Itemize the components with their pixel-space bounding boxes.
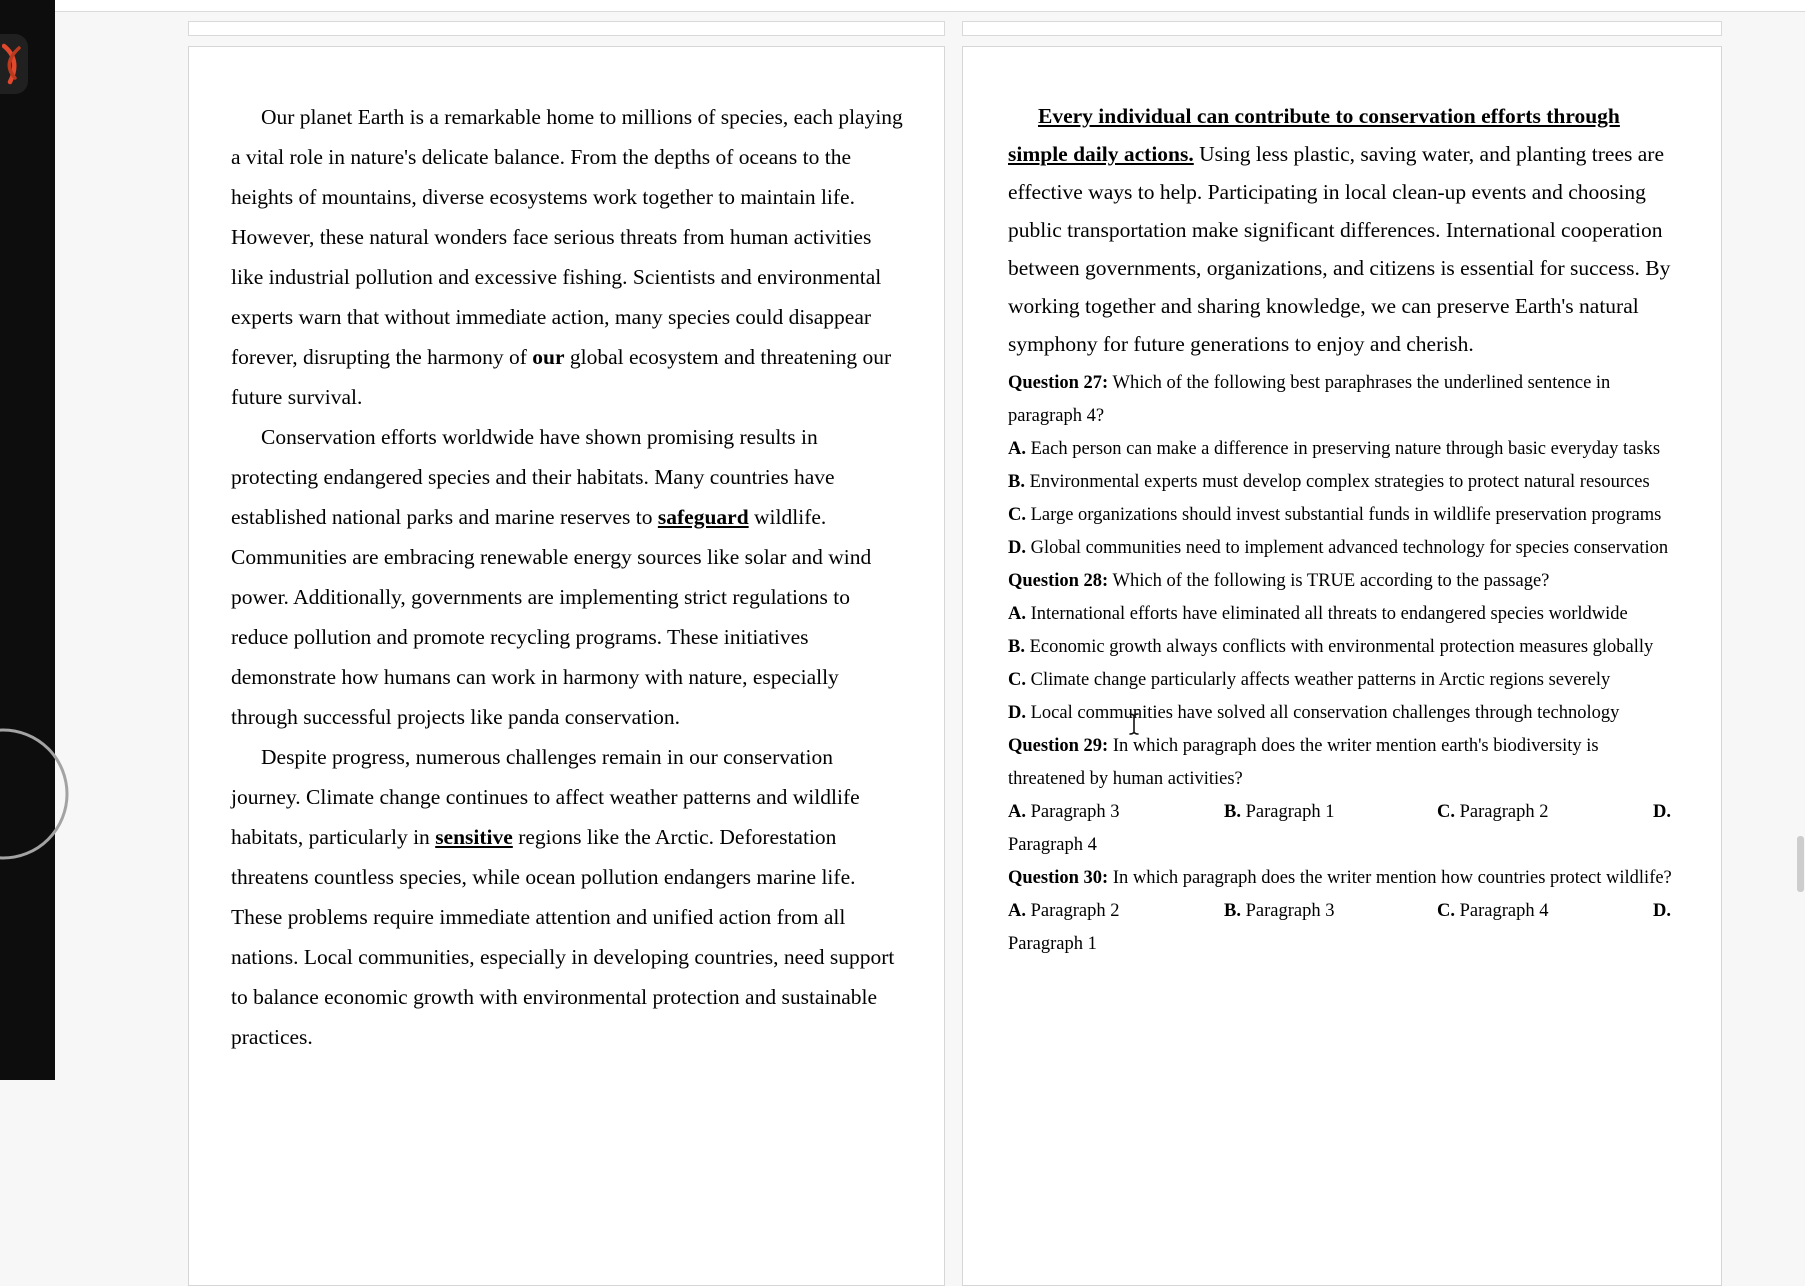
paragraph-4-text: Using less plastic, saving water, and planting trees are effective ways to help. Participating in local clean-up events and choosing public transportation make significant differences. International cooperation between governments, organizations, and citizens is essential for success. By working together and sharing knowledge, we can preserve Earth's natural symphony for future generations to enjoy and cherish. [1008, 142, 1671, 356]
option-text: Large organizations should invest substantial funds in wildlife preservation programs [1026, 505, 1662, 525]
question-29-option-d [1653, 796, 1679, 829]
question-27-option-c [1008, 499, 1679, 532]
paragraph-2-text-cont: wildlife. Communities are embracing renewable energy sources like solar and wind power. Additionally, governments are implementing strict regulations to reduce pollution and promote recycling programs. These initiatives demonstrate how humans can work in harmony with nature, especially through successful projects like panda conservation. [231, 505, 872, 729]
option-text: Each person can make a difference in preserving nature through basic everyday tasks [1026, 439, 1661, 459]
question-27-text: Which of the following best paraphrases the underlined sentence in paragraph 4? [1008, 373, 1611, 426]
paragraph-2-text: Conservation efforts worldwide have shown promising results in protecting endangered species and their habitats. Many countries have established national parks and marine reserves to [231, 425, 835, 529]
paragraph-3-text: Despite progress, numerous challenges remain in our conservation journey. Climate change continues to affect weather patterns and wildlife habitats, particularly in [231, 745, 860, 849]
bold-underlined-word-safeguard: safeguard [657, 505, 749, 529]
option-text: Environmental experts must develop complex strategies to protect natural resources [1024, 472, 1650, 492]
paragraph-1-text: Our planet Earth is a remarkable home to millions of species, each playing a vital role in nature's delicate balance. From the depths of oceans to the heights of mountains, diverse ecosystems work together to maintain life. However, these natural wonders face serious threats from human activities like industrial pollution and excessive fishing. Scientists and environmental experts warn that without immediate action, many species could disappear forever, disrupting the harmony of [231, 105, 903, 369]
option-letter: B. [1224, 802, 1241, 822]
app-logo[interactable] [0, 34, 28, 94]
option-letter: B. [1008, 637, 1025, 657]
top-bar [55, 0, 1805, 12]
document-page-right[interactable] [962, 46, 1722, 1286]
question-29-option-d-wrapped-text: Paragraph 4 [1008, 835, 1097, 855]
logo-mark-icon [2, 42, 26, 86]
passage-paragraph-2 [231, 417, 903, 737]
option-letter: C. [1437, 901, 1455, 921]
option-letter: A. [1008, 901, 1026, 921]
question-29-stem [1008, 730, 1679, 796]
question-27-stem [1008, 367, 1679, 433]
option-text: International efforts have eliminated all threats to endangered species worldwide [1026, 604, 1628, 624]
question-28-stem [1008, 565, 1679, 598]
option-letter: D. [1653, 901, 1671, 921]
question-29-label: Question 29: [1008, 736, 1109, 756]
paragraph-3-text-cont: regions like the Arctic. Deforestation threatens countless species, while ocean pollution endangers marine life. These problems require immediate attention and unified action from all nations. Local communities, especially in developing countries, need support to balance economic growth with environmental protection and sustainable practices. [231, 825, 895, 1049]
question-29-option-c [1437, 796, 1653, 829]
bold-word-our: our [532, 345, 565, 369]
paragraph-1-text-cont: global ecosystem and threatening our future survival. [231, 345, 892, 409]
question-28-text: Which of the following is TRUE according to the passage? [1108, 571, 1550, 591]
question-28-option-d [1008, 697, 1679, 730]
question-28-label: Question 28: [1008, 571, 1109, 591]
question-30-label: Question 30: [1008, 868, 1109, 888]
question-29-text: In which paragraph does the writer mention earth's biodiversity is threatened by human activities? [1008, 736, 1599, 789]
previous-page-edge-right [962, 21, 1722, 36]
question-30-stem [1008, 862, 1679, 895]
option-letter: D. [1008, 538, 1026, 558]
option-text: Paragraph 3 [1240, 901, 1335, 921]
option-text: Paragraph 3 [1026, 802, 1120, 822]
option-letter: C. [1008, 670, 1026, 690]
question-29-option-a [1008, 796, 1224, 829]
app-sidebar [0, 0, 55, 1080]
vertical-scrollbar-thumb[interactable] [1797, 836, 1804, 892]
passage-paragraph-1 [231, 97, 903, 417]
option-letter: A. [1008, 439, 1026, 459]
bold-underlined-word-sensitive: sensitive [435, 825, 513, 849]
question-27-label: Question 27: [1008, 373, 1109, 393]
question-30-option-a [1008, 895, 1224, 928]
option-letter: A. [1008, 604, 1026, 624]
question-30-option-b [1224, 895, 1437, 928]
questions-section [1008, 367, 1679, 961]
question-30-option-d [1653, 895, 1679, 928]
option-letter: C. [1008, 505, 1026, 525]
option-letter: B. [1224, 901, 1241, 921]
passage-paragraph-3 [231, 737, 903, 1057]
option-letter: C. [1437, 802, 1455, 822]
underlined-topic-sentence: Every individual can contribute to conservation efforts through simple daily actions. [1008, 104, 1620, 166]
passage-paragraph-4 [1008, 97, 1679, 363]
option-text: Paragraph 4 [1455, 901, 1549, 921]
option-letter: A. [1008, 802, 1026, 822]
document-page-left[interactable] [188, 46, 945, 1286]
option-text: Local communities have solved all conservation challenges through technology [1026, 703, 1620, 723]
question-28-option-c [1008, 664, 1679, 697]
option-letter: B. [1008, 472, 1025, 492]
question-30-text: In which paragraph does the writer mention how countries protect wildlife? [1108, 868, 1672, 888]
question-30-option-c [1437, 895, 1653, 928]
question-27-option-a [1008, 433, 1679, 466]
question-29-option-b [1224, 796, 1437, 829]
question-29-options-row [1008, 796, 1679, 829]
option-text: Economic growth always conflicts with environmental protection measures globally [1024, 637, 1654, 657]
option-text: Paragraph 2 [1026, 901, 1120, 921]
question-30-option-d-wrapped-text: Paragraph 1 [1008, 934, 1097, 954]
option-letter: D. [1653, 802, 1671, 822]
question-30-options-row [1008, 895, 1679, 928]
question-28-option-b [1008, 631, 1679, 664]
question-27-option-b [1008, 466, 1679, 499]
option-text: Paragraph 1 [1240, 802, 1335, 822]
option-letter: D. [1008, 703, 1026, 723]
option-text: Climate change particularly affects weather patterns in Arctic regions severely [1026, 670, 1611, 690]
question-28-option-a [1008, 598, 1679, 631]
question-27-option-d [1008, 532, 1679, 565]
option-text: Global communities need to implement advanced technology for species conservation [1026, 538, 1669, 558]
option-text: Paragraph 2 [1455, 802, 1549, 822]
previous-page-edge-left [188, 21, 945, 36]
